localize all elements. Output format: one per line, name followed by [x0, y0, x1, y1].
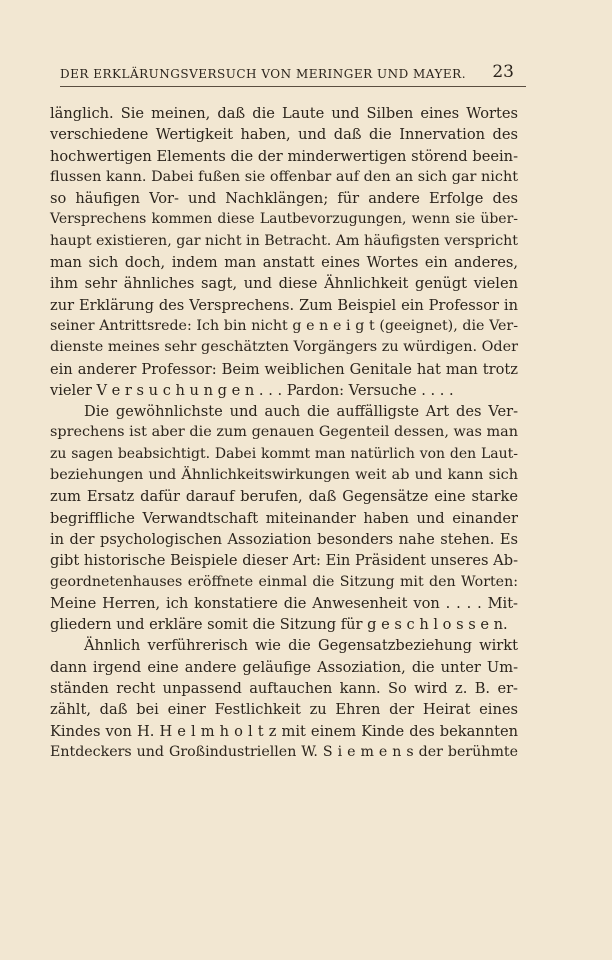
- text-line: länglich. Sie meinen, daß die Laute und Silben eines Wortes: [50, 105, 518, 122]
- text-line: dann irgend eine andere geläufige Assoziation, die unter Um-: [50, 658, 518, 676]
- text-line: beziehungen und Ähnlichkeitswirkungen weit ab und kann sich: [50, 467, 518, 484]
- running-title: DER ERKLÄRUNGSVERSUCH VON MERINGER UND MAYER.: [60, 67, 467, 81]
- text-line: seiner Antrittsrede: Ich bin nicht g e n e i g t (geeignet), die Ver-: [50, 317, 518, 334]
- running-head: [50, 62, 520, 84]
- text-line: ein anderer Professor: Beim weiblichen Genitale hat man trotz: [50, 360, 518, 378]
- text-line: geordnetenhauses eröffnete einmal die Sitzung mit den Worten:: [50, 573, 518, 590]
- text-line: haupt existieren, gar nicht in Betracht. Am häufigsten verspricht: [50, 232, 518, 249]
- text-line: verschiedene Wertigkeit haben, und daß die Innervation des: [50, 126, 518, 144]
- text-line-paragraph-end: vieler V e r s u c h u n g e n . . . Pardon: Versuche . . . .: [50, 381, 454, 399]
- text-line: dienste meines sehr geschätzten Vorgängers zu würdigen. Oder: [50, 339, 519, 356]
- text-line: Kindes von H. H e l m h o l t z mit einem Kinde des bekannten: [50, 722, 518, 740]
- text-line: ständen recht unpassend auftauchen kann. So wird z. B. er-: [50, 680, 518, 698]
- text-line: zum Ersatz dafür darauf berufen, daß Gegensätze eine starke: [50, 488, 518, 506]
- text-line: sprechens ist aber die zum genauen Gegenteil dessen, was man: [50, 424, 518, 441]
- text-line-paragraph-start: Die gewöhnlichste und auch die auffälligste Art des Ver-: [84, 403, 518, 421]
- text-line: Meine Herren, ich konstatiere die Anwesenheit von . . . . Mit-: [50, 594, 518, 612]
- text-line: Entdeckers und Großindustriellen W. S i e m e n s der berühmte: [50, 743, 518, 760]
- text-line: so häufigen Vor- und Nachklängen; für andere Erfolge des: [50, 190, 518, 208]
- text-line: ihm sehr ähnliches sagt, und diese Ähnlichkeit genügt vielen: [50, 275, 518, 293]
- text-line: zu sagen beabsichtigt. Dabei kommt man natürlich von den Laut-: [50, 445, 518, 462]
- text-line: hochwertigen Elements die der minderwertigen störend beein-: [50, 147, 518, 165]
- text-line: gibt historische Beispiele dieser Art: Ein Präsident unseres Ab-: [50, 552, 518, 570]
- text-line-paragraph-start: Ähnlich verführerisch wie die Gegensatzbeziehung wirkt: [84, 637, 518, 655]
- text-line: flussen kann. Dabei fußen sie offenbar auf den an sich gar nicht: [50, 168, 518, 185]
- text-line: begriffliche Verwandtschaft miteinander haben und einander: [50, 509, 518, 527]
- page-number: 23: [492, 62, 514, 82]
- text-line: zählt, daß bei einer Festlichkeit zu Ehren der Heirat eines: [50, 701, 518, 719]
- text-line-paragraph-end: gliedern und erkläre somit die Sitzung für g e s c h l o s s e n.: [50, 616, 508, 634]
- body-text: [50, 103, 518, 763]
- header-rule: [60, 86, 526, 87]
- text-line: man sich doch, indem man anstatt eines Wortes ein anderes,: [50, 254, 518, 272]
- text-line: in der psychologischen Assoziation besonders nahe stehen. Es: [50, 530, 518, 548]
- text-line: zur Erklärung des Versprechens. Zum Beispiel ein Professor in: [50, 296, 518, 314]
- text-line: Versprechens kommen diese Lautbevorzugungen, wenn sie über-: [50, 211, 518, 228]
